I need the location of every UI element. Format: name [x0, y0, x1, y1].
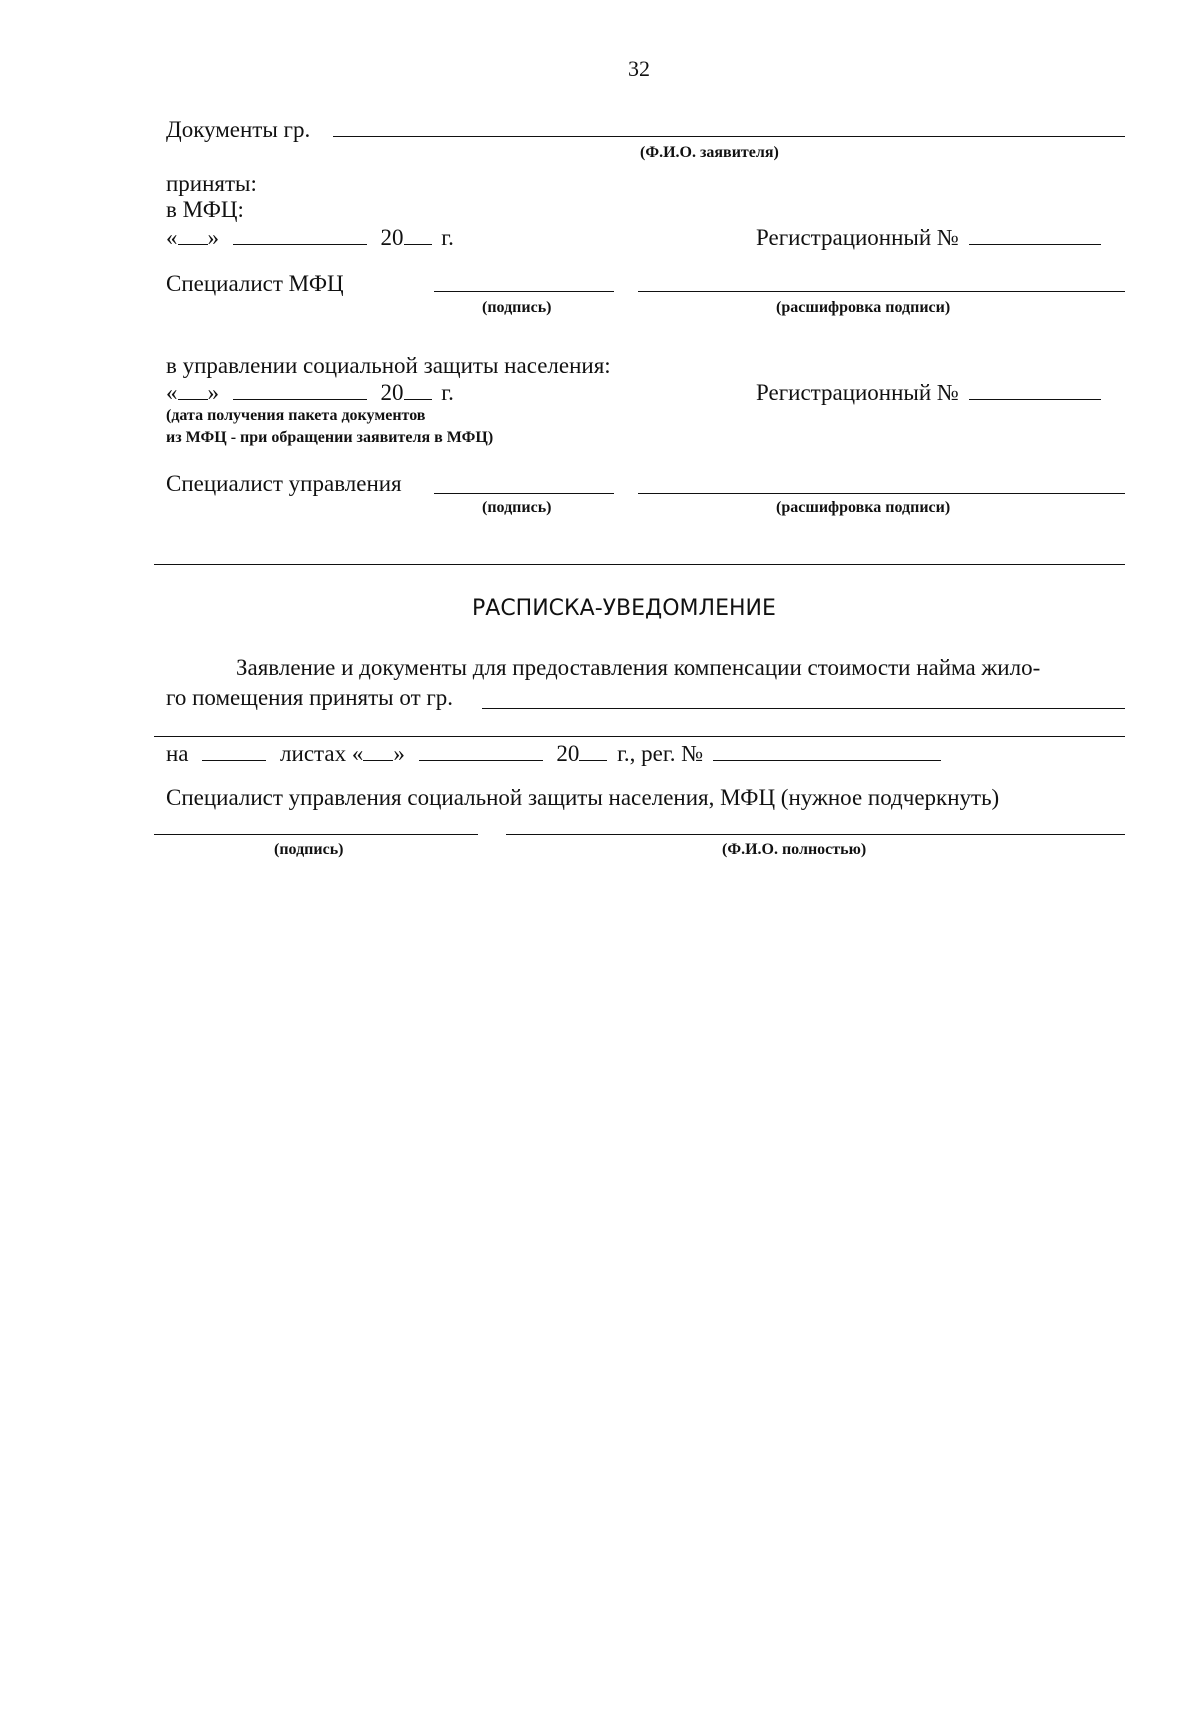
applicant-name-field-1[interactable] [482, 708, 1125, 709]
sheets-label: листах « [280, 741, 364, 766]
year-suffix: г. [441, 225, 454, 250]
year-reg-label: г., рег. № [617, 741, 704, 766]
year-prefix: 20 [556, 741, 580, 766]
receipt-full-name-field[interactable] [506, 834, 1125, 835]
cut-line [154, 564, 1125, 565]
date-open-quote: « [166, 380, 178, 405]
department-specialist-label: Специалист управления [166, 471, 402, 496]
mfc-label: в МФЦ: [166, 197, 244, 222]
documents-label: Документы гр. [166, 117, 311, 142]
on-label: на [166, 741, 189, 766]
receipt-month-field[interactable] [419, 742, 543, 761]
applicant-name-caption: (Ф.И.О. заявителя) [640, 144, 779, 161]
department-signature-field[interactable] [434, 493, 614, 494]
receipt-text-line2: го помещения приняты от гр. [166, 685, 454, 710]
date-close-quote: » [207, 380, 219, 405]
mfc-year-field[interactable] [404, 226, 432, 245]
mfc-signature-field[interactable] [434, 291, 614, 292]
department-reg-number-row [756, 381, 1101, 404]
department-reg-number-field[interactable] [969, 381, 1101, 400]
date-close-quote: » [207, 225, 219, 250]
reg-number-label: Регистрационный № [756, 380, 959, 405]
sheets-row [166, 742, 941, 765]
specialist-text: Специалист управления социальной защиты населения, МФЦ (нужное подчеркнуть) [166, 785, 1000, 810]
reg-number-label: Регистрационный № [756, 225, 959, 250]
sheets-count-field[interactable] [202, 742, 266, 761]
mfc-specialist-label: Специалист МФЦ [166, 271, 344, 296]
department-signature-decoding-field[interactable] [638, 493, 1125, 494]
mfc-signature-decoding-field[interactable] [638, 291, 1125, 292]
date-open-quote: « [166, 225, 178, 250]
mfc-date-row [166, 226, 454, 249]
department-signature-decoding-caption: (расшифровка подписи) [776, 499, 951, 516]
mfc-signature-decoding-caption: (расшифровка подписи) [776, 299, 951, 316]
applicant-name-field-2[interactable] [154, 736, 1125, 737]
receipt-signature-caption: (подпись) [274, 841, 344, 858]
page-number: 32 [628, 56, 650, 81]
mfc-signature-caption: (подпись) [482, 299, 552, 316]
department-date-row [166, 381, 454, 404]
accepted-label: приняты: [166, 171, 257, 196]
mfc-reg-number-row [756, 226, 1101, 249]
receipt-day-field[interactable] [363, 742, 393, 761]
receipt-date-note-line2: из МФЦ - при обращении заявителя в МФЦ) [166, 429, 494, 446]
year-prefix: 20 [380, 380, 404, 405]
social-protection-label: в управлении социальной защиты населения: [166, 353, 611, 378]
receipt-reg-number-field[interactable] [713, 742, 941, 761]
receipt-full-name-caption: (Ф.И.О. полностью) [722, 841, 867, 858]
receipt-year-field[interactable] [579, 742, 607, 761]
receipt-notice-title: РАСПИСКА-УВЕДОМЛЕНИЕ [472, 596, 776, 621]
mfc-reg-number-field[interactable] [969, 226, 1101, 245]
year-suffix: г. [441, 380, 454, 405]
receipt-signature-field[interactable] [154, 834, 478, 835]
year-prefix: 20 [380, 225, 404, 250]
receipt-date-note-line1: (дата получения пакета документов [166, 407, 426, 424]
close-quote: » [393, 741, 405, 766]
applicant-name-field[interactable] [333, 136, 1125, 137]
department-day-field[interactable] [178, 381, 208, 400]
department-year-field[interactable] [404, 381, 432, 400]
receipt-text-line1: Заявление и документы для предоставления компенсации стоимости найма жило- [236, 655, 1041, 680]
mfc-month-field[interactable] [233, 226, 367, 245]
department-month-field[interactable] [233, 381, 367, 400]
department-signature-caption: (подпись) [482, 499, 552, 516]
mfc-day-field[interactable] [178, 226, 208, 245]
